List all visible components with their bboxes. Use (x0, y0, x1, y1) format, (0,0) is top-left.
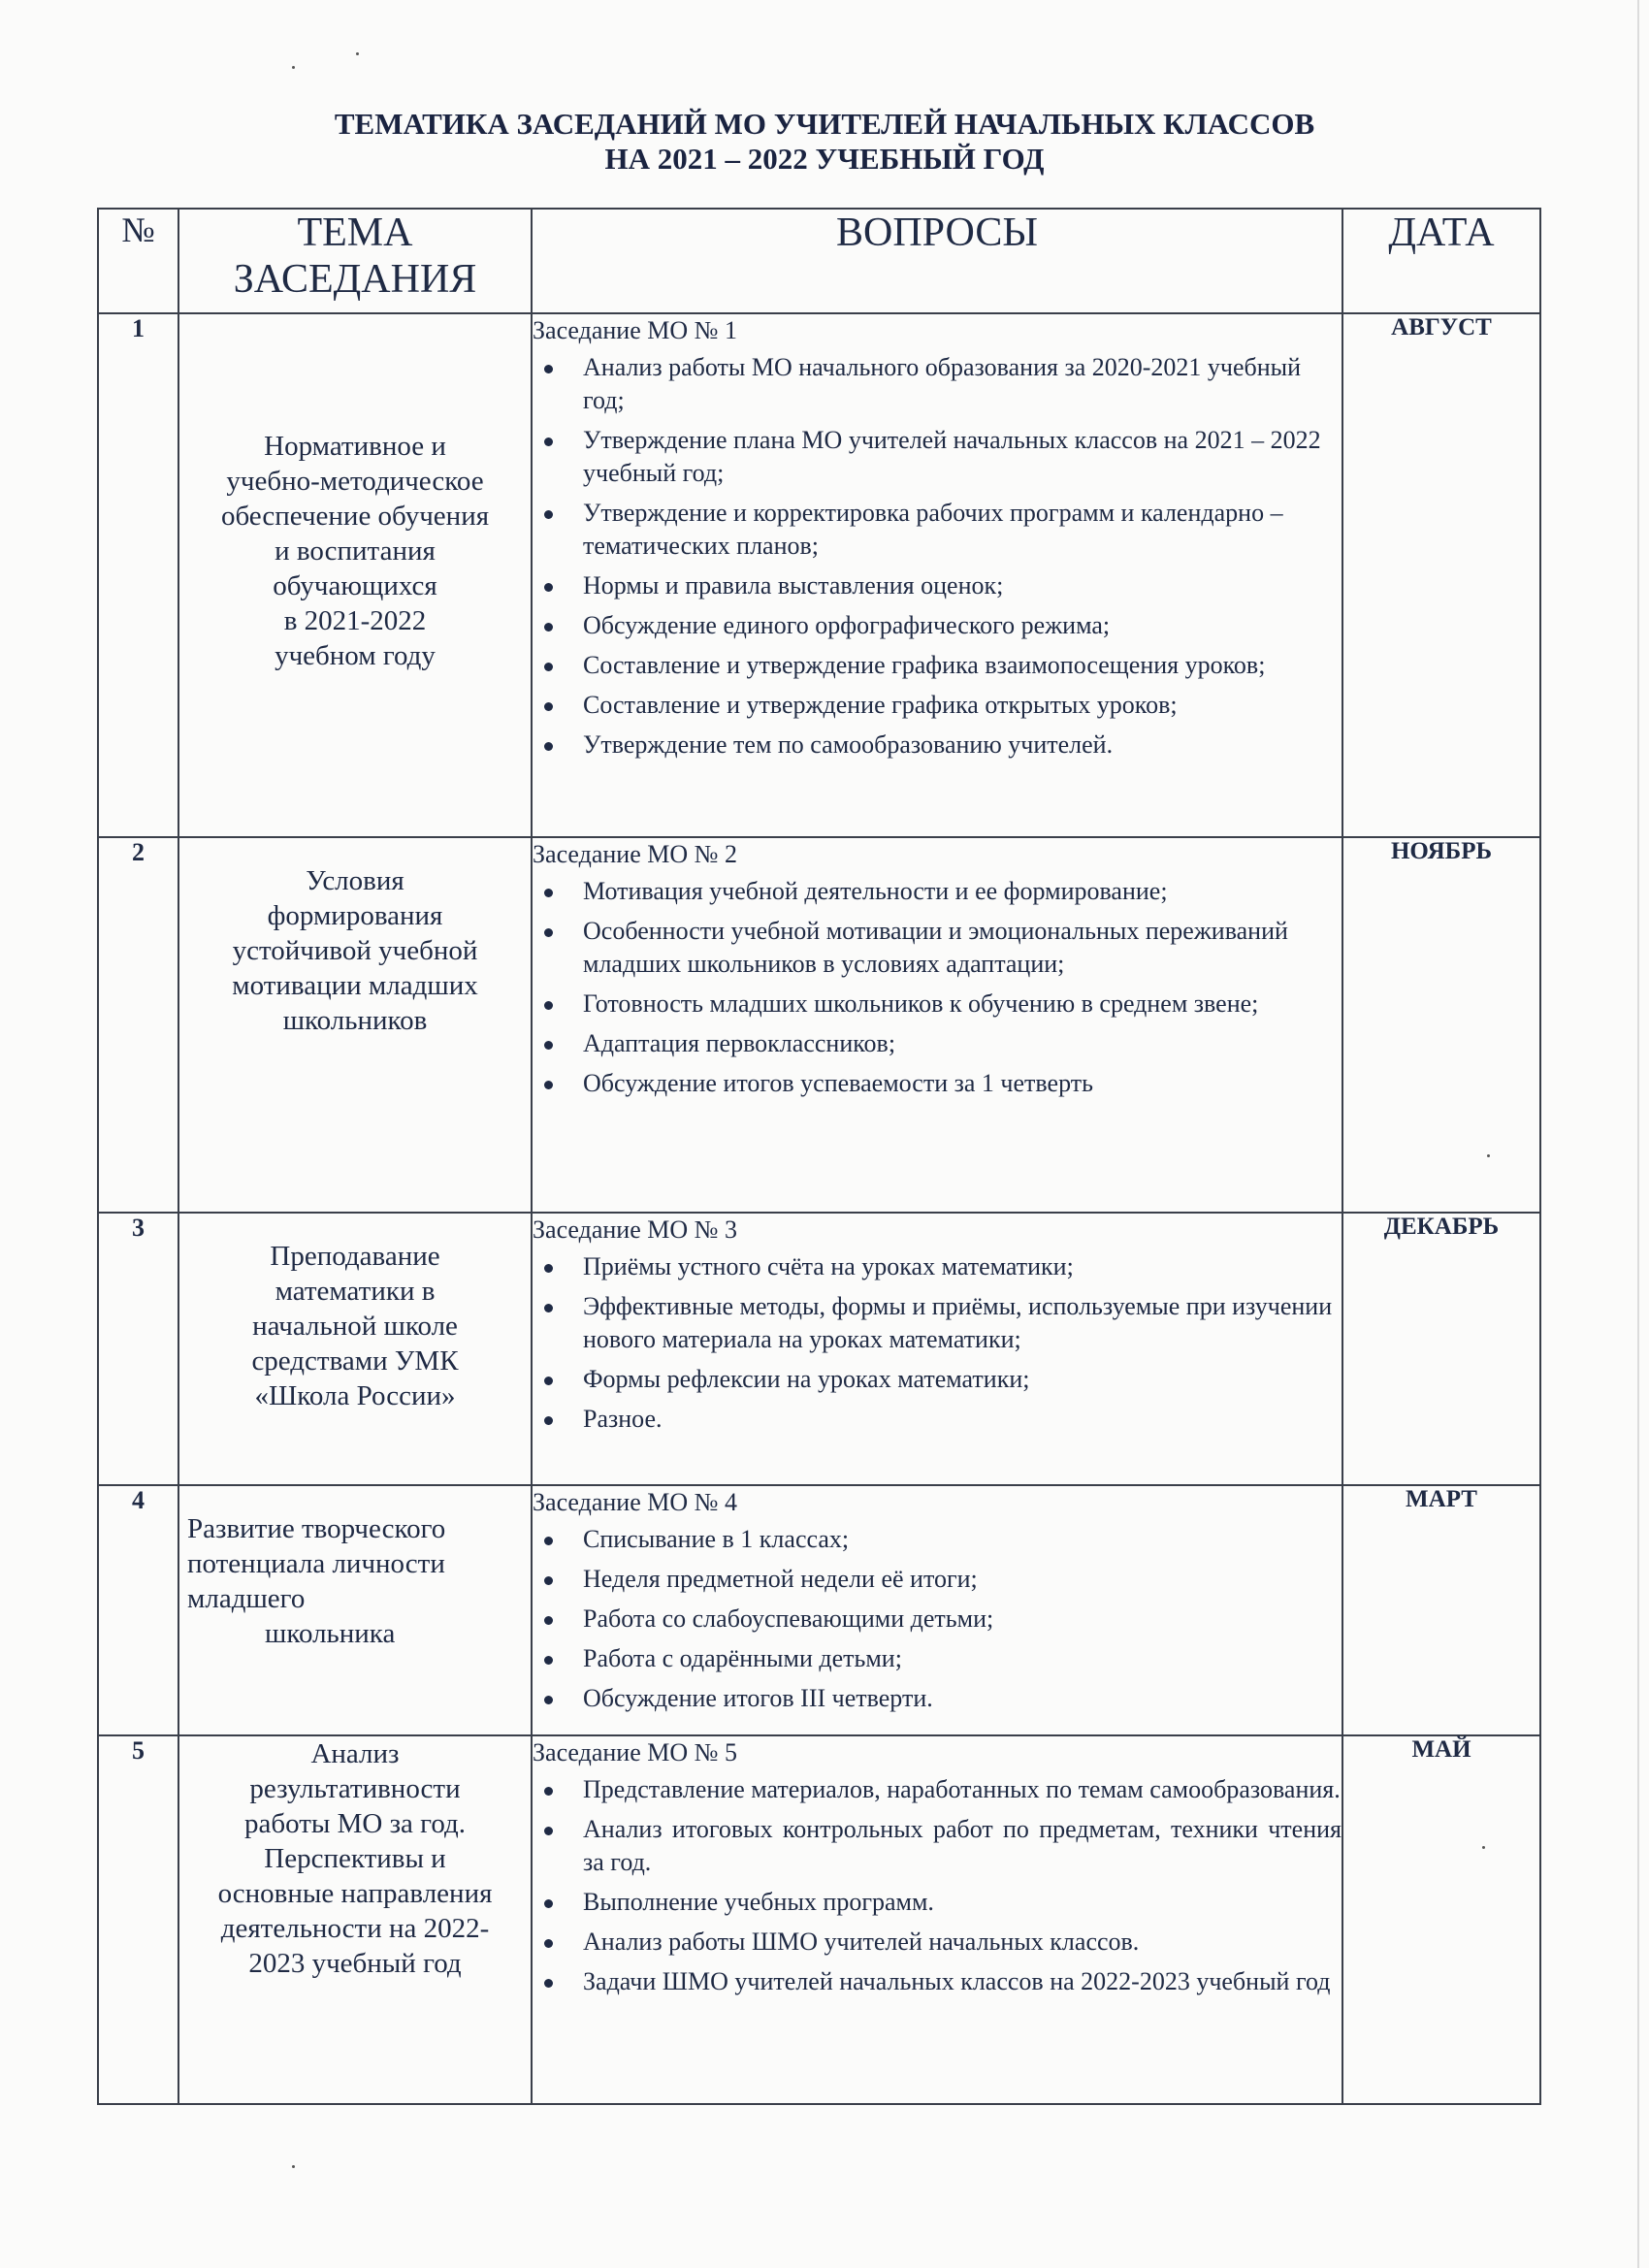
question-text: Работа со слабоуспевающими детьми; (583, 1604, 994, 1633)
list-item (533, 609, 1342, 642)
header-date: ДАТА (1342, 209, 1540, 313)
topic-line: Развитие творческого (187, 1513, 446, 1544)
topic-line: обучающихся (273, 570, 437, 601)
list-item (533, 988, 1342, 1021)
list-item (533, 1290, 1342, 1356)
question-text: Утверждение плана МО учителей начальных классов на 2021 – 2022 учебный год; (583, 426, 1321, 487)
topic-line: Условия (306, 865, 404, 896)
question-list (533, 1250, 1342, 1436)
list-item (533, 351, 1342, 417)
topic-line: Перспективы и (264, 1843, 446, 1874)
topic-line: Преподавание (270, 1241, 440, 1272)
list-item (533, 1965, 1342, 1998)
question-text: Утверждение тем по самообразованию учителей. (583, 730, 1114, 759)
bullet-icon (544, 889, 553, 897)
topic-line: школьников (282, 1005, 428, 1036)
list-item (533, 649, 1342, 682)
scan-speck (1487, 1154, 1490, 1157)
question-text: Неделя предметной недели её итоги; (583, 1565, 978, 1593)
bullet-icon (544, 1081, 553, 1089)
bullet-icon (544, 1576, 553, 1585)
bullet-icon (544, 702, 553, 711)
topic-line: математики в (275, 1276, 436, 1307)
question-text: Составление и утверждение графика открытых уроков; (583, 691, 1178, 719)
question-text: Обсуждение единого орфографического режима; (583, 611, 1111, 639)
question-text: Составление и утверждение графика взаимопосещения уроков; (583, 651, 1266, 679)
meeting-questions (532, 1485, 1342, 1735)
row-number: 3 (98, 1213, 178, 1485)
list-item (533, 1403, 1342, 1436)
title-line-2: НА 2021 – 2022 УЧЕБНЫЙ ГОД (604, 142, 1045, 176)
list-item (533, 1603, 1342, 1636)
table-row (98, 837, 1540, 1213)
row-number: 5 (98, 1735, 178, 2104)
bullet-icon (544, 1416, 553, 1425)
meeting-heading: Заседание МО № 2 (533, 840, 737, 868)
topic-line: формирования (267, 900, 443, 931)
bullet-icon (544, 1304, 553, 1312)
bullet-icon (544, 1041, 553, 1050)
meeting-date: МАРТ (1342, 1485, 1540, 1735)
topic-line: начальной школе (252, 1311, 458, 1342)
meeting-topic (178, 837, 532, 1213)
list-item (533, 1682, 1342, 1715)
question-text: Выполнение учебных программ. (583, 1888, 934, 1916)
scan-speck (292, 66, 295, 69)
question-text: Анализ итоговых контрольных работ по предметам, техники чтения за год. (583, 1815, 1342, 1876)
scan-speck (292, 2165, 295, 2168)
meeting-date: ДЕКАБРЬ (1342, 1213, 1540, 1485)
list-item (533, 915, 1342, 981)
header-questions: ВОПРОСЫ (532, 209, 1342, 313)
question-list (533, 1773, 1342, 1998)
meeting-topic (178, 1735, 532, 2104)
bullet-icon (544, 928, 553, 937)
question-text: Работа с одарёнными детьми; (583, 1644, 902, 1672)
header-topic: ТЕМА ЗАСЕДАНИЯ (178, 209, 532, 313)
question-text: Формы рефлексии на уроках математики; (583, 1365, 1030, 1393)
topic-line: в 2021-2022 (283, 605, 427, 636)
meeting-questions (532, 837, 1342, 1213)
list-item (533, 1886, 1342, 1919)
document-title (0, 107, 1649, 177)
topic-line: мотивации младших (232, 970, 478, 1001)
scan-speck (1482, 1846, 1485, 1849)
list-item (533, 1363, 1342, 1396)
question-text: Обсуждение итогов III четверти. (583, 1684, 933, 1712)
table-row (98, 1735, 1540, 2104)
list-item (533, 1067, 1342, 1100)
question-list (533, 875, 1342, 1100)
topic-line: младшего (187, 1583, 306, 1614)
list-item (533, 1250, 1342, 1283)
question-text: Нормы и правила выставления оценок; (583, 571, 1004, 599)
list-item (533, 689, 1342, 722)
bullet-icon (544, 1377, 553, 1385)
page-edge-shadow (1637, 0, 1639, 2268)
question-text: Утверждение и корректировка рабочих программ и календарно – тематических планов; (583, 499, 1283, 560)
bullet-icon (544, 437, 553, 446)
topic-line: потенциала личности (187, 1548, 445, 1579)
question-text: Задачи ШМО учителей начальных классов на 2022-2023 учебный год (583, 1967, 1331, 1995)
meeting-heading: Заседание МО № 3 (533, 1215, 737, 1244)
table-header-row (98, 209, 1540, 313)
meeting-questions (532, 1213, 1342, 1485)
list-item (533, 497, 1342, 563)
meeting-date: АВГУСТ (1342, 313, 1540, 837)
list-item (533, 1773, 1342, 1806)
bullet-icon (544, 1899, 553, 1908)
question-text: Приёмы устного счёта на уроках математики; (583, 1252, 1074, 1280)
bullet-icon (544, 1827, 553, 1835)
bullet-icon (544, 1939, 553, 1948)
header-number: № (98, 209, 178, 313)
bullet-icon (544, 623, 553, 632)
question-text: Эффективные методы, формы и приёмы, используемые при изучении нового материала на уроках математики; (583, 1292, 1333, 1353)
topic-line: и воспитания (275, 535, 436, 567)
topic-line: основные направления (217, 1878, 493, 1909)
table-row (98, 1213, 1540, 1485)
question-text: Списывание в 1 классах; (583, 1525, 850, 1553)
question-text: Представление материалов, наработанных по темам самообразования. (583, 1775, 1341, 1803)
meeting-date: НОЯБРЬ (1342, 837, 1540, 1213)
question-text: Обсуждение итогов успеваемости за 1 четверть (583, 1069, 1093, 1097)
bullet-icon (544, 510, 553, 519)
meeting-date: МАЙ (1342, 1735, 1540, 2104)
table-row (98, 1485, 1540, 1735)
list-item (533, 729, 1342, 761)
question-text: Особенности учебной мотивации и эмоциональных переживаний младших школьников в условиях адаптации; (583, 917, 1288, 978)
topic-line: 2023 учебный год (248, 1948, 462, 1979)
question-text: Готовность младших школьников к обучению в среднем звене; (583, 989, 1259, 1018)
topic-line: результативности (249, 1773, 461, 1804)
topic-line: устойчивой учебной (232, 935, 478, 966)
bullet-icon (544, 663, 553, 671)
meeting-heading: Заседание МО № 5 (533, 1738, 737, 1766)
list-item (533, 1563, 1342, 1596)
list-item (533, 1027, 1342, 1060)
list-item (533, 424, 1342, 490)
meeting-heading: Заседание МО № 1 (533, 316, 737, 344)
meeting-heading: Заседание МО № 4 (533, 1488, 737, 1516)
title-line-1: ТЕМАТИКА ЗАСЕДАНИЙ МО УЧИТЕЛЕЙ НАЧАЛЬНЫХ КЛАССОВ (334, 107, 1315, 141)
meeting-topic (178, 1213, 532, 1485)
list-item (533, 569, 1342, 602)
bullet-icon (544, 1001, 553, 1010)
bullet-icon (544, 1616, 553, 1625)
bullet-icon (544, 1696, 553, 1704)
bullet-icon (544, 1787, 553, 1796)
meeting-topic (178, 313, 532, 837)
question-text: Адаптация первоклассников; (583, 1029, 896, 1057)
bullet-icon (544, 1979, 553, 1988)
topic-line: «Школа России» (254, 1380, 456, 1411)
scan-speck (356, 52, 359, 55)
meeting-topic (178, 1485, 532, 1735)
question-list (533, 1523, 1342, 1715)
row-number: 4 (98, 1485, 178, 1735)
topic-line: учебном году (275, 640, 436, 671)
bullet-icon (544, 583, 553, 592)
list-item (533, 875, 1342, 908)
bullet-icon (544, 1656, 553, 1665)
list-item (533, 1813, 1342, 1879)
meeting-questions (532, 1735, 1342, 2104)
topic-line: обеспечение обучения (220, 501, 490, 532)
question-text: Анализ работы ШМО учителей начальных классов. (583, 1928, 1140, 1956)
meeting-questions (532, 313, 1342, 837)
question-text: Разное. (583, 1405, 663, 1433)
meetings-table (97, 208, 1541, 2105)
topic-line: деятельности на 2022- (220, 1913, 490, 1944)
question-list (533, 351, 1342, 761)
bullet-icon (544, 1264, 553, 1273)
question-text: Анализ работы МО начального образования за 2020-2021 учебный год; (583, 353, 1302, 414)
list-item (533, 1523, 1342, 1556)
topic-line: школьника (265, 1618, 396, 1649)
bullet-icon (544, 1537, 553, 1545)
topic-line: учебно-методическое (226, 466, 484, 497)
topic-line: Анализ (310, 1738, 400, 1769)
list-item (533, 1642, 1342, 1675)
row-number: 1 (98, 313, 178, 837)
topic-line: Нормативное и (264, 431, 446, 462)
topic-line: работы МО за год. (243, 1808, 467, 1839)
row-number: 2 (98, 837, 178, 1213)
bullet-icon (544, 365, 553, 373)
list-item (533, 1926, 1342, 1959)
topic-line: средствами УМК (251, 1345, 459, 1377)
table-row (98, 313, 1540, 837)
bullet-icon (544, 742, 553, 751)
question-text: Мотивация учебной деятельности и ее формирование; (583, 877, 1168, 905)
